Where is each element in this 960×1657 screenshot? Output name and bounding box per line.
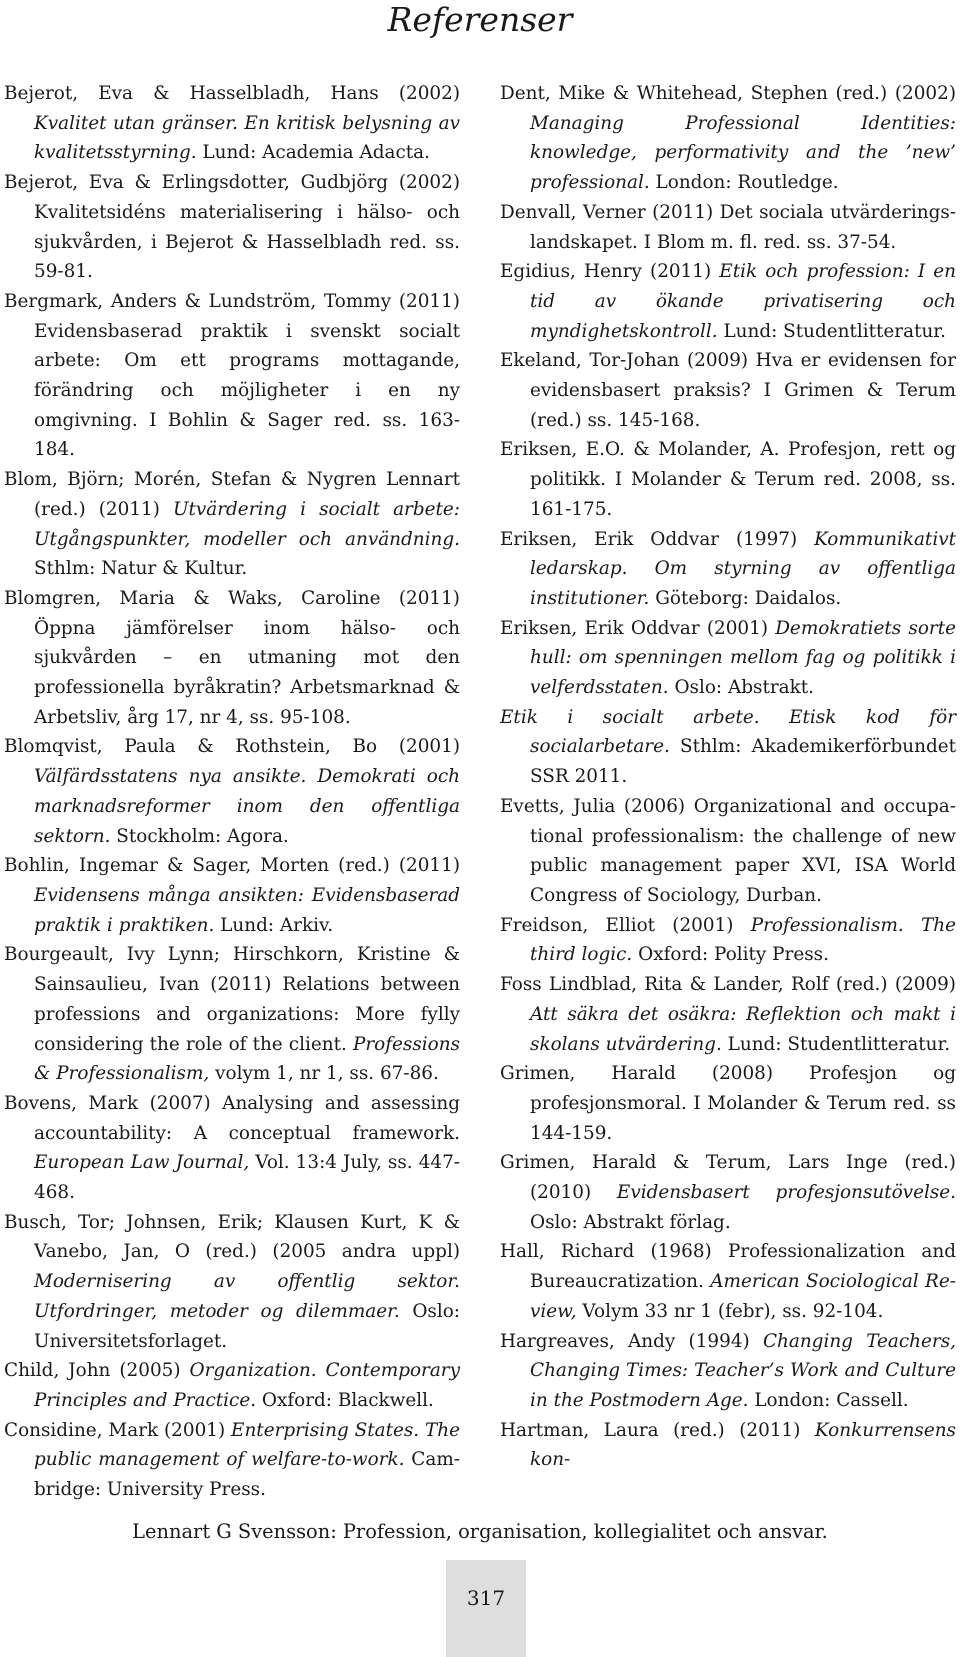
reference-entry <box>500 1148 956 1237</box>
reference-text: Grimen, Harald (2008) Profesjon og profesjonsmoral. I Molander & Terum red. ss 144-159. <box>500 1063 956 1144</box>
reference-entry <box>500 792 956 911</box>
reference-title: European Law Journal, <box>34 1152 250 1174</box>
reference-text: Lund: Studentlitteratur. <box>717 320 946 342</box>
reference-text: Blom, Björn; Morén, Stefan & Nygren Lennart (red.) (2011) <box>4 469 460 520</box>
reference-text: Bourgeault, Ivy Lynn; Hirschkorn, Kristine & Sainsaulieu, Ivan (2011) Relations between professions and organizations: More fylly considering the role of the client. <box>4 944 460 1055</box>
reference-text: Hartman, Laura (red.) (2011) <box>500 1419 815 1441</box>
reference-text: Foss Lindblad, Rita & Lander, Rolf (red.) (2009) <box>500 974 956 996</box>
reference-entry <box>500 1327 956 1416</box>
reference-title: Välfärdsstatens nya ansikte. Demokrati och marknadsreformer inom den offentliga sektorn. <box>34 766 460 847</box>
reference-text: Oslo: Abstrakt. <box>668 677 814 699</box>
references-right-column <box>500 79 956 1475</box>
reference-text: Busch, Tor; Johnsen, Erik; Klausen Kurt, K & Vanebo, Jan, O (red.) (2005 andra uppl) <box>4 1211 460 1263</box>
reference-title: Evidensens många ansikten: Evidensbaserad praktik i praktiken. <box>34 884 460 936</box>
reference-entry <box>4 168 460 287</box>
reference-text: Bejerot, Eva & Hasselbladh, Hans (2002) <box>4 83 460 104</box>
reference-text: Ekeland, Tor-Johan (2009) Hva er evidensen for evidensbasert praksis? I Grimen & Terum (red.) ss. 145-168. <box>500 350 956 431</box>
reference-entry <box>500 198 956 257</box>
page-title: Referenser <box>387 0 573 39</box>
reference-text: Grimen, Harald & Terum, Lars Inge (red.) (2010) <box>500 1152 956 1204</box>
reference-entry <box>500 435 956 524</box>
reference-title: Professions & Professionalism, <box>34 1033 460 1085</box>
reference-title: Etik i socialt arbete. Etisk kod för socialarbetare. <box>500 706 956 758</box>
reference-title: Att säkra det osäkra: Reflektion och makt i skolans utvärdering. <box>530 1003 956 1055</box>
reference-text: Evetts, Julia (2006) Organizational and occupational professionalism: the challenge of new public management paper XVI, ISA World Congress of Sociology, Durban. <box>500 795 956 906</box>
references-left-column <box>4 79 460 1505</box>
reference-text: Lund: Studentlitteratur. <box>721 1033 951 1055</box>
reference-title: Enterprising States. The public management of welfare-to-work. <box>34 1419 460 1471</box>
running-footer: Lennart G Svensson: Profession, organisation, kollegialitet och ansvar. <box>132 1520 828 1543</box>
reference-entry <box>4 1208 460 1357</box>
reference-text: Denvall, Verner (2011) Det sociala utvärderingslandskapet. I Blom m. fl. red. ss. 37-54. <box>500 201 956 253</box>
reference-title: Demokratiets sorte hull: om spenningen mellom fag og politikk i velferdsstaten. <box>530 617 956 699</box>
reference-text: Lund: Academia Adacta. <box>196 142 430 164</box>
reference-text: Eriksen, E.O. & Molander, A. Profesjon, rett og politikk. I Molander & Terum red. 2008, ss. 161-175. <box>500 439 956 520</box>
reference-text: Volym 33 nr 1 (febr), ss. 92-104. <box>576 1300 884 1322</box>
reference-text: Hargreaves, Andy (1994) <box>500 1330 763 1352</box>
reference-title: Managing Professional Identities: knowledge, performativity and the ’new’ professional. <box>530 112 956 194</box>
reference-entry <box>4 732 460 851</box>
reference-entry <box>500 703 956 792</box>
reference-title: Organization. Contemporary Principles and Practice. <box>34 1360 460 1411</box>
reference-text: Bohlin, Ingemar & Sager, Morten (red.) (2011) <box>4 855 460 877</box>
reference-text: Oslo: Universitetsforlaget. <box>34 1300 460 1352</box>
reference-entry <box>4 1089 460 1208</box>
reference-entry <box>500 1059 956 1148</box>
reference-text: Blomqvist, Paula & Rothstein, Bo (2001) <box>4 736 460 758</box>
reference-entry <box>500 79 956 198</box>
reference-entry <box>500 614 956 703</box>
reference-entry <box>4 851 460 940</box>
reference-text: Cambridge: University Press. <box>34 1449 460 1501</box>
reference-text: Oslo: Abstrakt förlag. <box>530 1211 731 1233</box>
reference-text: Bejerot, Eva & Erlingsdotter, Gudbjörg (2002) Kvalitetsidéns materialisering i hälso- och sjukvården, i Bejerot & Hasselbladh red. ss. 59-81. <box>4 172 460 283</box>
reference-text: Eriksen, Erik Oddvar (2001) <box>500 617 776 639</box>
reference-entry <box>4 940 460 1089</box>
reference-title: American Sociological Review, <box>530 1271 956 1322</box>
reference-entry <box>4 1416 460 1505</box>
reference-entry <box>500 911 956 970</box>
reference-text: London: Cassell. <box>748 1389 909 1411</box>
reference-text: Child, John (2005) <box>4 1360 190 1382</box>
reference-entry <box>4 79 460 168</box>
reference-text: Sthlm: Akademikerförbundet SSR 2011. <box>530 736 956 788</box>
reference-title: Kommunikativt ledarskap. Om styrning av offentliga institutioner. <box>530 528 956 609</box>
reference-title: Utvärdering i socialt arbete: Utgångspunkter, modeller och användning. <box>34 498 460 550</box>
reference-text: Sthlm: Natur & Kultur. <box>34 558 248 580</box>
reference-title: Kvalitet utan gränser. En kritisk belysning av kvalitetsstyrning. <box>34 112 460 164</box>
reference-entry <box>500 1416 956 1475</box>
reference-text: Freidson, Elliot (2001) <box>500 914 751 936</box>
reference-text: Oxford: Blackwell. <box>256 1389 434 1411</box>
reference-title: Etik och profession: I en tid av ökande privatisering och myndighetskontroll. <box>530 261 956 342</box>
reference-text: volym 1, nr 1, ss. 67-86. <box>209 1063 439 1085</box>
reference-entry <box>500 257 956 346</box>
reference-title: Evidensbasert profesjonsutövelse. <box>616 1182 957 1204</box>
reference-text: Hall, Richard (1968) Professionalization and Bureaucratization. <box>500 1241 956 1293</box>
reference-text: Dent, Mike & Whitehead, Stephen (red.) (2002) <box>500 83 956 104</box>
reference-title: Professionalism. The third logic. <box>530 914 956 966</box>
reference-entry <box>4 584 460 733</box>
reference-entry <box>4 1356 460 1415</box>
reference-title: Changing Teachers, Changing Times: Teacher’s Work and Culture in the Postmodern Age. <box>530 1330 956 1411</box>
reference-title: Modernisering av offentlig sektor. Utfordringer, metoder og dilemmaer. <box>34 1271 460 1322</box>
reference-text: Eriksen, Erik Oddvar (1997) <box>500 528 815 550</box>
reference-text: Vol. 13:4 July, ss. 447-468. <box>34 1152 460 1204</box>
reference-text: Blomgren, Maria & Waks, Caroline (2011) Öppna jämförelser inom hälso- och sjukvården – en utmaning mot den professionella byråkratin? Arbetsmarknad & Arbetsliv, årg 17, nr 4, ss. 95-108. <box>4 587 460 728</box>
reference-text: Bovens, Mark (2007) Analysing and assessing accountability: A conceptual framework. <box>4 1092 460 1144</box>
reference-text: Egidius, Henry (2011) <box>500 261 720 283</box>
reference-text: Bergmark, Anders & Lundström, Tommy (2011) Evidensbaserad praktik i svenskt socialt arbete: Om ett programs mottagande, förändring och möjligheter i en ny omgivning. I Bohlin & Sager red. ss. 163-184. <box>4 290 460 461</box>
reference-entry <box>500 970 956 1059</box>
reference-title: Konkurrensens kon- <box>530 1419 956 1471</box>
reference-entry <box>4 287 460 465</box>
reference-entry <box>500 525 956 614</box>
reference-text: Göteborg: Daidalos. <box>649 587 842 609</box>
reference-text: Oxford: Polity Press. <box>632 944 829 966</box>
page-number: 317 <box>446 1560 526 1657</box>
reference-text: London: Routledge. <box>649 172 839 194</box>
reference-text: Lund: Arkiv. <box>214 914 334 936</box>
reference-text: Considine, Mark (2001) <box>4 1419 232 1441</box>
reference-entry <box>500 1237 956 1326</box>
reference-entry <box>500 346 956 435</box>
reference-text: Stockholm: Agora. <box>110 825 289 847</box>
reference-entry <box>4 465 460 584</box>
